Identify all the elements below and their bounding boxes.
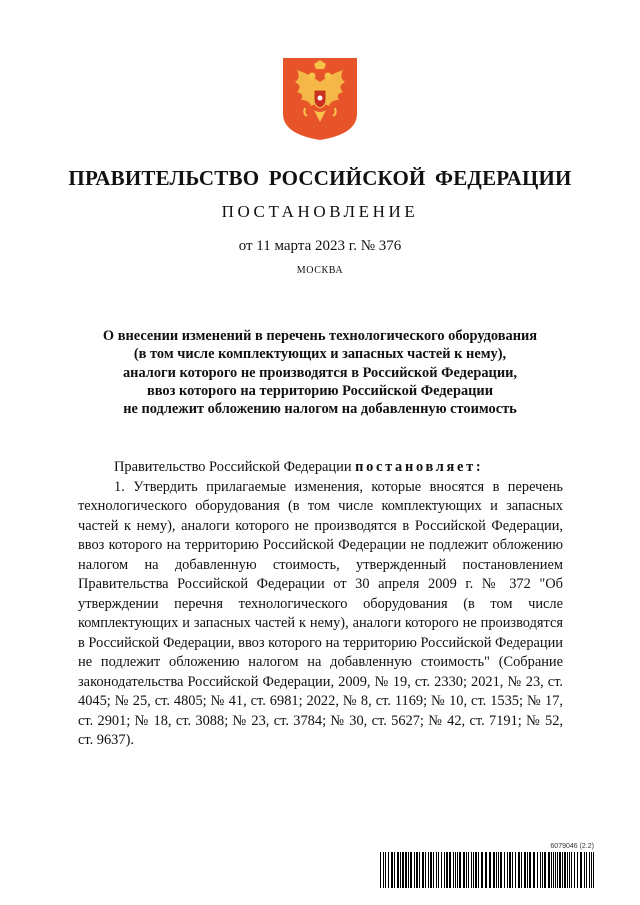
- document-heading: [60, 327, 580, 418]
- heading-line: не подлежит обложению налогом на добавленную стоимость: [123, 401, 517, 418]
- government-title: ПРАВИТЕЛЬСТВО РОССИЙСКОЙ ФЕДЕРАЦИИ: [68, 166, 572, 190]
- document-body: [78, 458, 563, 751]
- resolves-word: постановляет:: [355, 459, 484, 475]
- document-city: МОСКВА: [296, 265, 344, 276]
- paragraph-1: 1. Утвердить прилагаемые изменения, которые вносятся в перечень технологического оборудования (в том числе комплектующих и запасных частей к нему), аналоги которого не производятся в Российской Федерации, ввоз которого на территорию Российской Федерации не подлежит обложению налогом на добавленную стоимость, утвержденный постановлением Правительства Российской Федерации от 30 апреля 2009 г. № 372 "Об утверждении перечня технологического оборудования (в том числе комплектующих и запасных частей к нему), аналоги которого не производятся в Российской Федерации, ввоз которого на территорию Российской Федерации не подлежит обложению налогом на добавленную стоимость" (Собрание законодательства Российской Федерации, 2009, № 19, ст. 2330; 2021, № 23, ст. 4045; № 25, ст. 4805; № 41, ст. 6981; 2022, № 8, ст. 1169; № 10, ст. 1535; № 17, ст. 2901; № 18, ст. 3088; № 23, ст. 3784; № 30, ст. 5627; № 42, ст. 7191; № 52, ст. 9637).: [78, 478, 563, 748]
- heading-line: О внесении изменений в перечень технологического оборудования: [102, 328, 538, 344]
- intro-paragraph: [78, 458, 563, 478]
- heading-line: аналоги которого не производятся в Российской Федерации,: [122, 364, 518, 381]
- document-type: ПОСТАНОВЛЕНИЕ: [221, 202, 419, 221]
- heading-line: ввоз которого на территорию Российской Федерации: [146, 382, 494, 399]
- document-date-number: от 11 марта 2023 г. № 376: [238, 238, 402, 254]
- barcode-icon: [380, 852, 594, 888]
- barcode-number: 6079046 (2.2): [550, 843, 594, 850]
- barcode-block: [380, 843, 594, 889]
- heading-line: (в том числе комплектующих и запасных частей к нему),: [133, 346, 507, 363]
- russian-coat-of-arms-icon: [281, 56, 359, 141]
- intro-text: Правительство Российской Федерации: [114, 459, 356, 475]
